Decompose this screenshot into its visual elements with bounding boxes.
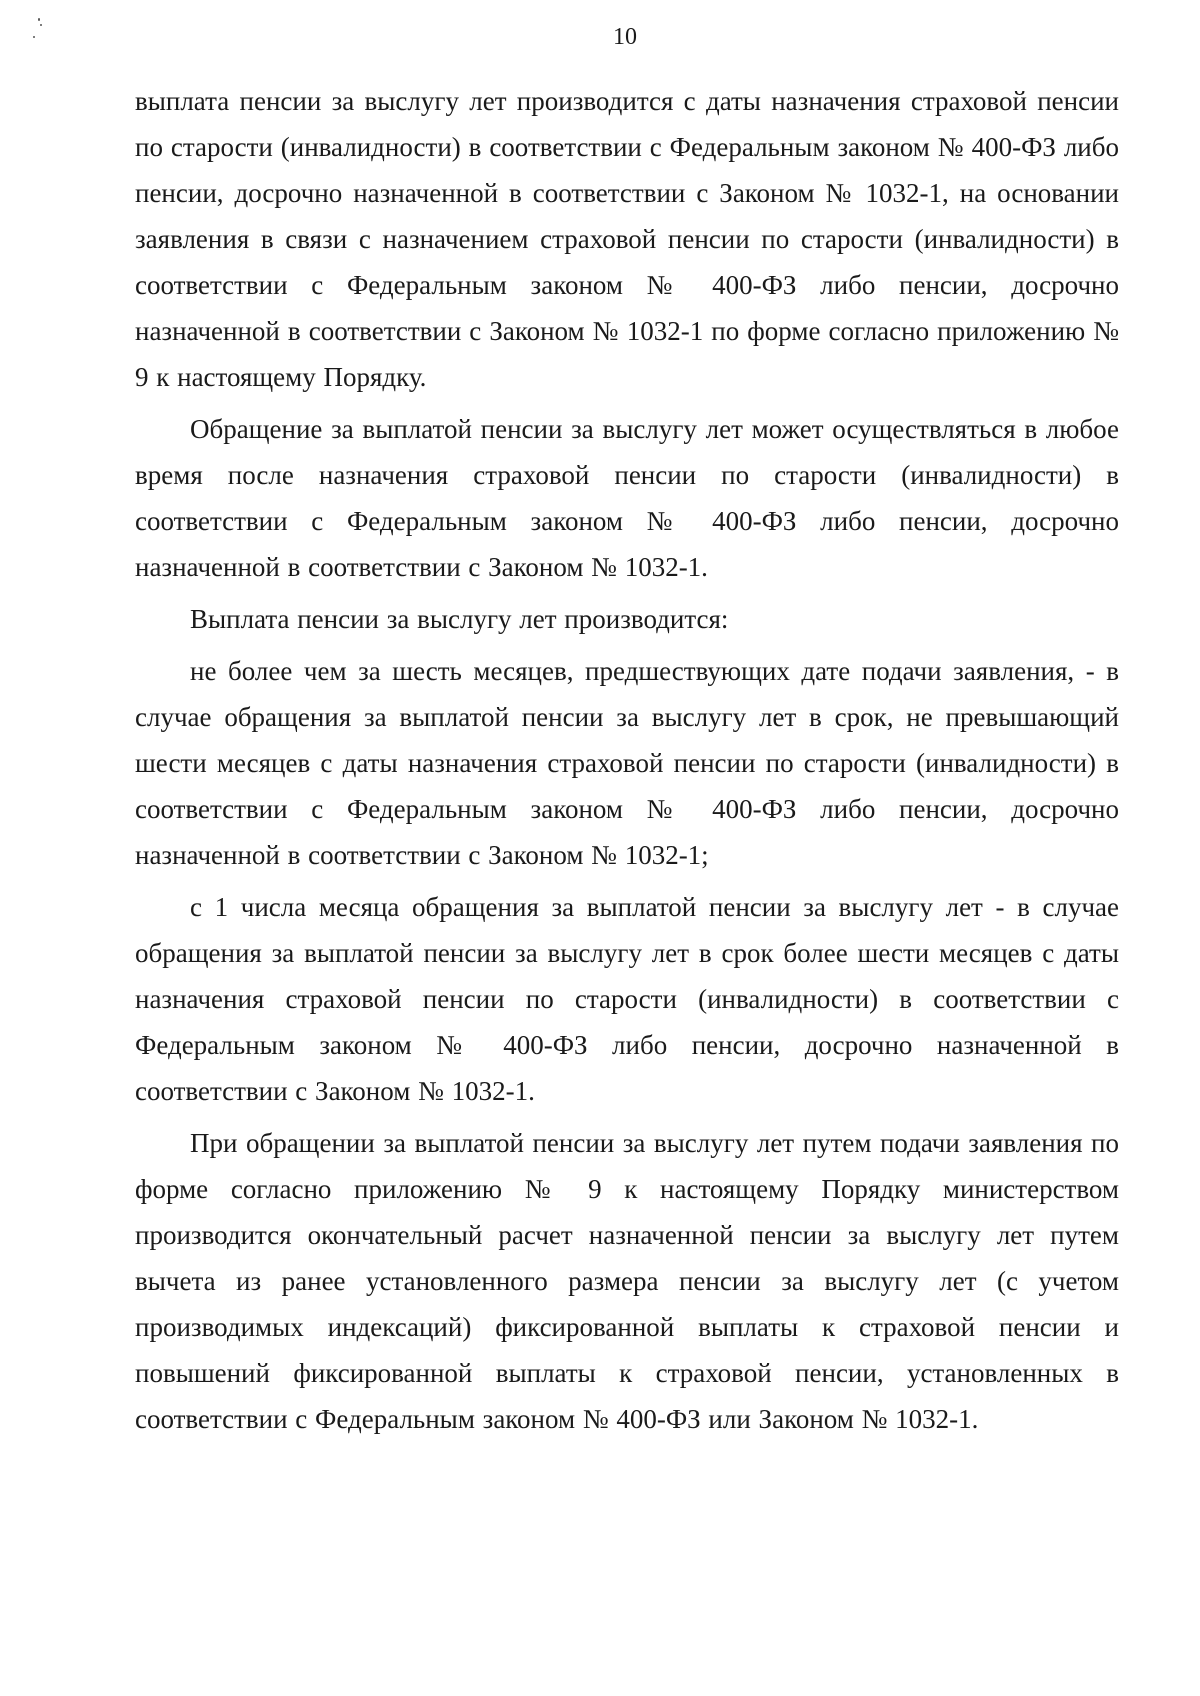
paragraph-first-day-case: с 1 числа месяца обращения за выплатой пенсии за выслугу лет - в случае обращения за выплатой пенсии за выслугу лет в срок более шести месяцев с даты назначения страховой пенсии по старости (инвалидности) в соответствии с Федеральным законом № 400-ФЗ либо пенсии, досрочно назначенной в соответствии с Законом № 1032-1. — [135, 892, 1119, 1106]
paragraph-six-months-case: не более чем за шесть месяцев, предшествующих дате подачи заявления, - в случае обращения за выплатой пенсии за выслугу лет в срок, не превышающий шести месяцев с даты назначения страховой пенсии по старости (инвалидности) в соответствии с Федеральным законом № 400-ФЗ либо пенсии, досрочно назначенной в соответствии с Законом № 1032-1; — [135, 656, 1119, 870]
page-number: 10 — [613, 24, 637, 50]
paragraph-continuation: выплата пенсии за выслугу лет производится с даты назначения страховой пенсии по старости (инвалидности) в соответствии с Федеральным законом № 400-ФЗ либо пенсии, досрочно назначенной в соответствии с Законом № 1032-1, на основании заявления в связи с назначением страховой пенсии по старости (инвалидности) в соответствии с Федеральным законом № 400-ФЗ либо пенсии, досрочно назначенной в соответствии с Законом № 1032-1 по форме согласно приложению № 9 к настоящему Порядку. — [135, 86, 1119, 392]
paragraph-application-timing: Обращение за выплатой пенсии за выслугу лет может осуществляться в любое время после назначения страховой пенсии по старости (инвалидности) в соответствии с Федеральным законом № 400-ФЗ либо пенсии, досрочно назначенной в соответствии с Законом № 1032-1. — [135, 414, 1119, 582]
paragraph-payment-intro: Выплата пенсии за выслугу лет производится: — [190, 604, 729, 634]
paragraph-final-calculation: При обращении за выплатой пенсии за выслугу лет путем подачи заявления по форме согласно приложению № 9 к настоящему Порядку министерством производится окончательный расчет назначенной пенсии за выслугу лет путем вычета из ранее установленного размера пенсии за выслугу лет (с учетом производимых индексаций) фиксированной выплаты к страховой пенсии и повышений фиксированной выплаты к страховой пенсии, установленных в соответствии с Федеральным законом № 400-ФЗ или Законом № 1032-1. — [135, 1128, 1119, 1434]
document-body — [135, 78, 1119, 1448]
